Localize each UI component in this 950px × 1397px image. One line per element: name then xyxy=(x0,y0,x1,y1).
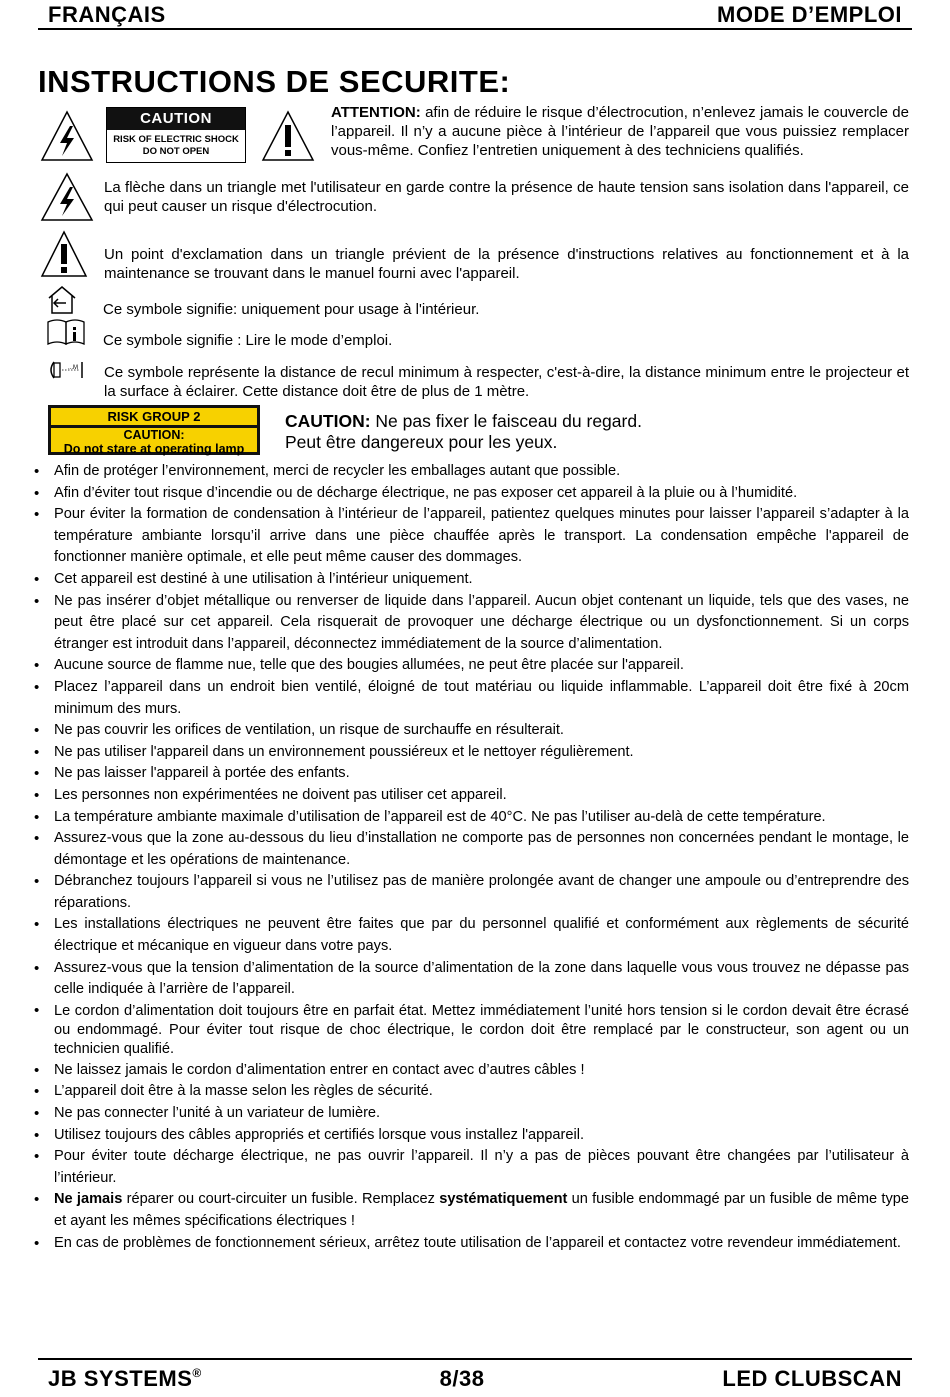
header-language: FRANÇAIS xyxy=(48,2,166,27)
page-footer xyxy=(38,1358,912,1392)
footer-brand-name: JB SYSTEMS xyxy=(48,1366,193,1391)
list-item: • Débranchez toujours l’appareil si vous ne l’utilisez pas de manière prolongée avant de changer une ampoule ou d’entreprendre des réparations. xyxy=(31,871,909,914)
list-item: • Aucune source de flamme nue, telle que des bougies allumées, ne peut être placée sur l'appareil. xyxy=(31,655,909,677)
arrow-symbol-description: La flèche dans un triangle met l'utilisateur en garde contre la présence de haute tension sans isolation dans l'appareil, ce qui peut causer un risque d'électrocution. xyxy=(104,179,909,215)
registered-mark: ® xyxy=(192,1366,202,1380)
attention-text: afin de réduire le risque d’électrocution, n’enlevez jamais le couvercle de l’appareil. Il n’y a aucune pièce à l’intérieur de l’appareil que vous puissiez remplacer vous-même. Confiez l’entretien uniquement à des techniciens qualifiés. xyxy=(331,104,909,159)
exclamation-symbol-description: Un point d'exclamation dans un triangle prévient de la présence d'instructions relatives au fonctionnement et à la maintenance se trouvant dans le manuel fourni avec l'appareil. xyxy=(104,246,909,282)
risk-group-warning: Do not stare at operating lamp xyxy=(63,442,245,456)
list-item: • Ne laissez jamais le cordon d’alimentation entrer en contact avec d’autres câbles ! xyxy=(31,1060,909,1082)
list-item: • Ne pas connecter l’unité à un variateur de lumière. xyxy=(31,1103,909,1125)
list-item: • Ne pas insérer d’objet métallique ou renverser de liquide dans l’appareil. Aucun objet contenant un liquide, tels que des vases, ne peut être placé sur cet appareil. Cela risquerait de provoquer une décharge électrique ou un dysfonctionnement. Si un corps étranger est introduit dans l’appareil, déconnectez immédiatement de la source d’alimentation. xyxy=(31,591,909,656)
list-item: • Pour éviter toute décharge électrique, ne pas ouvrir l’appareil. Il n’y a pas de pièces pouvant être changées par l’utilisateur à l’intérieur. xyxy=(31,1146,909,1189)
list-item: • Le cordon d’alimentation doit toujours être en parfait état. Mettez immédiatement l’unité hors tension si le cordon devait être écrasé ou endommagé. Pour éviter tout risque de choc électrique, le cordon doit être remplacé par le constructeur, son agent ou un technicien qualifié. xyxy=(31,1001,909,1060)
attention-label: ATTENTION: xyxy=(331,104,421,121)
risk-group-caution: CAUTION: xyxy=(123,428,185,442)
list-item xyxy=(31,1189,909,1232)
footer-page-number: 8/38 xyxy=(439,1366,485,1391)
list-item: • Placez l’appareil dans un endroit bien ventilé, éloigné de tout matériau ou liquide inflammable. L’appareil doit être fixé à 20cm minimum des murs. xyxy=(31,677,909,720)
page-title: INSTRUCTIONS DE SECURITE: xyxy=(38,64,511,99)
risk-group-title: RISK GROUP 2 xyxy=(51,408,257,428)
manual-symbol-description: Ce symbole signifie : Lire le mode d’emploi. xyxy=(103,332,393,349)
eye-caution-line1: Ne pas fixer le faisceau du regard. xyxy=(370,411,642,431)
lightning-warning-icon xyxy=(40,172,94,222)
fuse-bold-1: Ne jamais xyxy=(54,1191,123,1208)
list-item: • Utilisez toujours des câbles appropriés et certifiés lorsque vous installez l'appareil. xyxy=(31,1125,909,1147)
list-item: • Afin d’éviter tout risque d’incendie ou de décharge électrique, ne pas exposer cet appareil à la pluie ou à l’humidité. xyxy=(31,483,909,505)
eye-caution-text xyxy=(285,411,642,453)
caution-label xyxy=(106,107,246,163)
safety-instructions-list xyxy=(31,461,909,1254)
list-item: • Cet appareil est destiné à une utilisation à l’intérieur uniquement. xyxy=(31,569,909,591)
caution-label-line2: DO NOT OPEN xyxy=(142,146,210,157)
fuse-text-1: réparer ou court-circuiter un fusible. Remplacez xyxy=(122,1191,440,1208)
lightning-warning-icon xyxy=(40,110,94,162)
exclamation-warning-icon xyxy=(261,110,315,162)
list-item: • En cas de problèmes de fonctionnement sérieux, arrêtez toute utilisation de l’appareil et contactez votre revendeur immédiatement. xyxy=(31,1233,909,1255)
fuse-text-2: un fusible endommagé par un fusible de même type et ayant les mêmes spécifications électriques ! xyxy=(54,1191,909,1229)
list-item: • Les installations électriques ne peuvent être faites que par du personnel qualifié et conformément aux règlements de sécurité électrique et mécanique en vigueur dans votre pays. xyxy=(31,914,909,957)
footer-model: LED CLUBSCAN xyxy=(722,1366,902,1391)
footer-brand xyxy=(48,1366,202,1392)
exclamation-warning-icon xyxy=(40,230,88,278)
list-item: • Les personnes non expérimentées ne doivent pas utiliser cet appareil. xyxy=(31,785,909,807)
list-item: • Pour éviter la formation de condensation à l’intérieur de l’appareil, patientez quelques minutes pour laisser l’appareil s’adapter à la température ambiante lorsqu’il arrive dans une pièce chauffée après le transport. La condensation empêche l'appareil de fonctionner manière optimale, et elle peut même causer des dommages. xyxy=(31,504,909,569)
eye-caution-label: CAUTION: xyxy=(285,411,371,431)
read-manual-icon xyxy=(46,318,86,346)
distance-symbol-description: Ce symbole représente la distance de recul minimum à respecter, c'est-à-dire, la distance minimum entre le projecteur et la surface à éclairer. Cette distance doit être de plus de 1 mètre. xyxy=(104,364,909,400)
minimum-distance-icon xyxy=(46,359,90,381)
distance-icon-text: ...M xyxy=(68,365,78,371)
list-item: • La température ambiante maximale d’utilisation de l’appareil est de 40°C. Ne pas l’utiliser au-delà de cette température. xyxy=(31,807,909,829)
list-item: • L’appareil doit être à la masse selon les règles de sécurité. xyxy=(31,1081,909,1103)
list-item: • Assurez-vous que la zone au-dessous du lieu d’installation ne comporte pas de personnes non concernées pendant le montage, le démontage et les opérations de maintenance. xyxy=(31,828,909,871)
eye-caution-line2: Peut être dangereux pour les yeux. xyxy=(285,432,558,452)
list-item: • Assurez-vous que la tension d’alimentation de la source d’alimentation de la zone dans laquelle vous vous trouvez ne dépasse pas celle indiquée à l’arrière de l’appareil. xyxy=(31,958,909,1001)
list-item: • Ne pas utiliser l'appareil dans un environnement poussiéreux et le nettoyer régulièrement. xyxy=(31,742,909,764)
caution-label-title: CAUTION xyxy=(107,108,245,130)
attention-paragraph xyxy=(331,103,909,160)
fuse-bold-2: systématiquement xyxy=(439,1191,568,1208)
header-doc-type: MODE D’EMPLOI xyxy=(717,2,902,27)
list-item: • Ne pas couvrir les orifices de ventilation, un risque de surchauffe en résulterait. xyxy=(31,720,909,742)
list-item: • Ne pas laisser l'appareil à portée des enfants. xyxy=(31,763,909,785)
indoor-symbol-description: Ce symbole signifie: uniquement pour usage à l'intérieur. xyxy=(103,301,480,318)
caution-label-line1: RISK OF ELECTRIC SHOCK xyxy=(113,134,239,145)
indoor-use-icon xyxy=(46,285,78,315)
risk-group-label xyxy=(48,405,260,455)
list-item: • Afin de protéger l’environnement, merci de recycler les emballages autant que possible. xyxy=(31,461,909,483)
page-header xyxy=(38,2,912,30)
